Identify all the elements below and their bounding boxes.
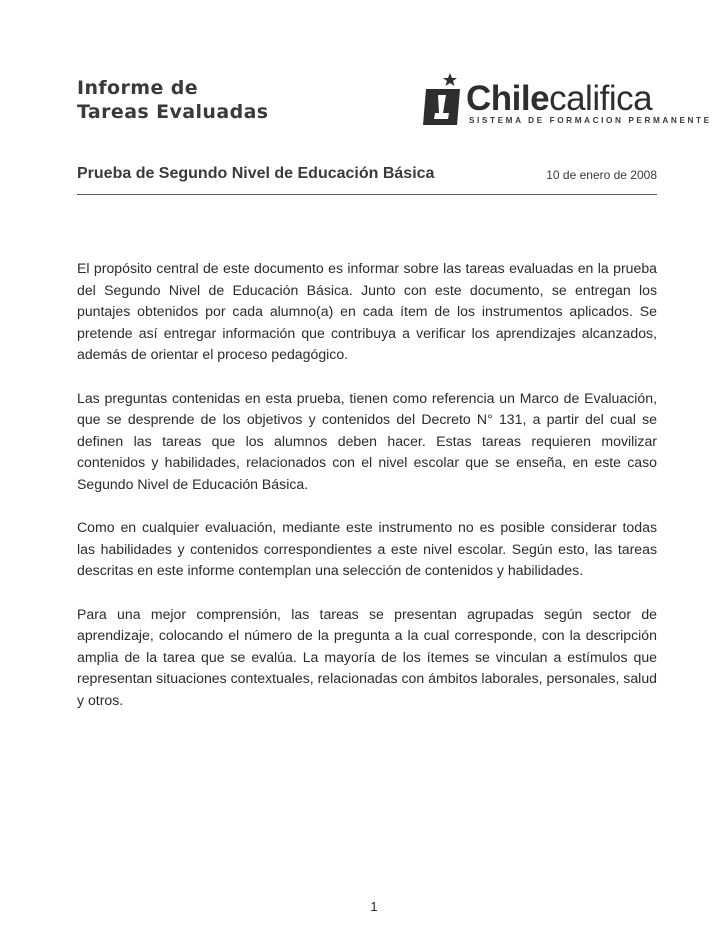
logo-word-califica: califica xyxy=(549,79,653,118)
page-number: 1 xyxy=(370,899,378,914)
logo-wordmark xyxy=(466,81,652,117)
report-date: 10 de enero de 2008 xyxy=(546,168,657,182)
test-subtitle: Prueba de Segundo Nivel de Educación Básica xyxy=(77,165,435,182)
star-figure-icon xyxy=(420,73,468,129)
chilecalifica-logo xyxy=(420,73,712,129)
subtitle-row xyxy=(77,165,657,187)
report-title-line-1: Informe de xyxy=(77,77,199,99)
body-text xyxy=(77,258,657,733)
report-title-line-2: Tareas Evaluadas xyxy=(77,101,269,123)
paragraph-1: El propósito central de este documento es informar sobre las tareas evaluadas en la prueba del Segundo Nivel de Educación Básica. Junto con este documento, se entregan los puntajes obtenidos por cada alumno(a) en cada ítem de los instrumentos aplicados. Se pretende así entregar información que contribuya a verificar los aprendizajes alcanzados, además de orientar el proceso pedagógico. xyxy=(77,260,657,363)
paragraph-2: Las preguntas contenidas en esta prueba, tienen como referencia un Marco de Evaluación, que se desprende de los objetivos y contenidos del Decreto N° 131, a partir del cual se definen las tareas que los alumnos deben hacer. Estas tareas requieren movilizar contenidos y habilidades, relacionados con el nivel escolar que se enseña, en este caso Segundo Nivel de Educación Básica. xyxy=(77,389,657,492)
header-divider xyxy=(77,194,657,195)
paragraph-3: Como en cualquier evaluación, mediante este instrumento no es posible considerar todas las habilidades y contenidos correspondientes a este nivel escolar. Según esto, las tareas descritas en este informe contemplan una selección de contenidos y habilidades. xyxy=(77,519,657,579)
paragraph-4: Para una mejor comprensión, las tareas se presentan agrupadas según sector de aprendizaje, colocando el número de la pregunta a la cual corresponde, con la descripción amplia de la tarea que se evalúa. La mayoría de los ítemes se vinculan a estímulos que representan situaciones contextuales, relacionadas con ámbitos laborales, personales, salud y otros. xyxy=(77,605,657,708)
logo-tagline: SISTEMA DE FORMACION PERMANENTE xyxy=(469,116,712,125)
logo-word-chile: Chile xyxy=(466,79,550,118)
report-title xyxy=(77,76,269,124)
